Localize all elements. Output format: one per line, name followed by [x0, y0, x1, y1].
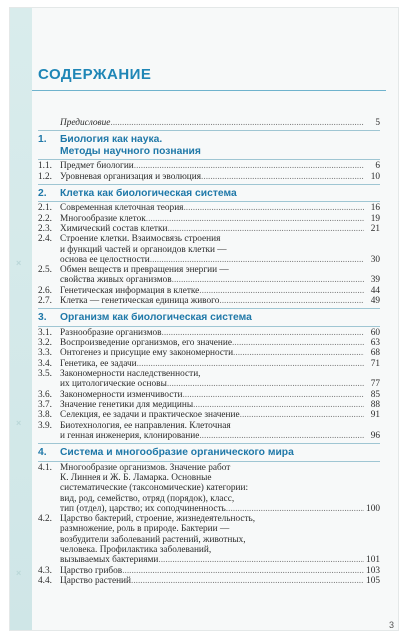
- entry-number: 3.6.: [38, 389, 52, 400]
- section-number: 4.: [38, 447, 47, 459]
- toc-entry: [38, 338, 380, 348]
- toc-entry-line: [38, 234, 380, 244]
- entry-title: [60, 161, 364, 171]
- entry-page: 68: [370, 348, 380, 359]
- entry-number: 2.2.: [38, 213, 52, 224]
- toc-entry: [38, 566, 380, 576]
- entry-number: 3.4.: [38, 358, 52, 369]
- entry-text: Закономерности наследственности,: [60, 369, 201, 380]
- entry-page: 63: [370, 338, 380, 349]
- section-number: 3.: [38, 312, 47, 324]
- toc-entry: [38, 328, 380, 338]
- toc-entry-line: [38, 265, 380, 275]
- entry-number: 3.7.: [38, 399, 52, 410]
- section-separator: [38, 326, 380, 327]
- section-title-line2: Методы научного познания: [60, 145, 201, 157]
- entry-number: 3.9.: [38, 420, 52, 431]
- entry-page: 49: [370, 296, 380, 307]
- stripe-mark: ×: [16, 568, 22, 578]
- entry-number: 1.1.: [38, 161, 52, 172]
- entry-number: 2.4.: [38, 234, 52, 245]
- toc-entry-line: [38, 483, 380, 493]
- entry-text: Химический состав клетки: [60, 223, 168, 234]
- toc-entry: [38, 172, 380, 182]
- toc-entry: [38, 224, 380, 234]
- entry-page: 5: [375, 118, 380, 128]
- toc-entry: [38, 275, 380, 285]
- toc-entry: [38, 296, 380, 306]
- section-title: [38, 312, 380, 324]
- entry-page: 10: [370, 171, 380, 182]
- entry-page: 71: [370, 358, 380, 369]
- entry-page: 77: [370, 379, 380, 390]
- entry-title: [60, 255, 364, 265]
- toc-entry: [38, 255, 380, 265]
- entry-page: 103: [366, 565, 380, 576]
- entry-title: [60, 328, 364, 338]
- entry-text: Уровневая организация и эволюция: [60, 171, 202, 182]
- entry-title: [60, 275, 364, 285]
- entry-text: Строение клетки. Взаимосвязь строения: [60, 234, 221, 245]
- stripe-mark: ×: [16, 258, 22, 268]
- section-title-text: Система и многообразие органического мира: [60, 447, 294, 459]
- toc-entry-line: [38, 514, 380, 524]
- entry-page: 100: [366, 503, 380, 514]
- toc-entry-line: [38, 524, 380, 534]
- entry-text: Воспроизведение организмов, его значение: [60, 338, 232, 349]
- entry-page: 39: [370, 275, 380, 286]
- entry-page: 44: [370, 285, 380, 296]
- toc-entry-line: [38, 463, 380, 473]
- entry-text: Царство растений: [60, 575, 131, 586]
- toc-entry: [38, 504, 380, 514]
- section-number: 2.: [38, 187, 47, 199]
- entry-title: [60, 504, 364, 514]
- entry-page: 85: [370, 389, 380, 400]
- toc-entry-line: [38, 369, 380, 379]
- entry-page: 16: [370, 203, 380, 214]
- entry-text: человека. Профилактика заболеваний,: [60, 545, 212, 555]
- entry-text: Многообразие организмов. Значение работ: [60, 462, 231, 473]
- entry-text: и генная инженерия, клонирование: [60, 430, 200, 441]
- toc-entry: [38, 379, 380, 389]
- entry-text: систематические (таксономические) категории:: [60, 483, 249, 494]
- entry-text: Многообразие клеток: [60, 213, 146, 224]
- entry-title: [60, 359, 364, 369]
- entry-number: 3.5.: [38, 369, 52, 380]
- toc-page: [10, 8, 398, 630]
- entry-page: 91: [370, 410, 380, 421]
- entry-text: Онтогенез и присущие ему закономерности: [60, 348, 234, 359]
- toc-entry-line: [38, 421, 380, 431]
- entry-number: 3.8.: [38, 410, 52, 421]
- section-title-text: Организм как биологическая система: [60, 312, 252, 324]
- entry-text: их цитологические основы: [60, 379, 167, 390]
- page-title: СОДЕРЖАНИЕ: [38, 66, 152, 83]
- toc-entry-line: [38, 535, 380, 545]
- entry-title: [60, 224, 364, 234]
- section-title-text: Клетка как биологическая система: [60, 187, 237, 199]
- toc-entry-preface: [38, 118, 380, 128]
- entry-number: 4.2.: [38, 514, 52, 525]
- entry-text: вид, род, семейство, отряд (порядок), класс,: [60, 493, 235, 504]
- section-title-text: Биология как наука.: [60, 134, 163, 146]
- toc-entry: [38, 161, 380, 171]
- entry-number: 3.1.: [38, 327, 52, 338]
- entry-text: вызываемых бактериями: [60, 555, 159, 566]
- section-title: [38, 188, 380, 200]
- section-separator: [38, 443, 380, 444]
- entry-text: Генетика, ее задачи: [60, 358, 137, 369]
- toc-entry-line: [38, 494, 380, 504]
- entry-text: Современная клеточная теория: [60, 203, 184, 214]
- margin-stripe: [10, 8, 32, 630]
- entry-title: [60, 390, 364, 400]
- section-title: [38, 134, 380, 146]
- entry-text: Разнообразие организмов: [60, 327, 162, 338]
- entry-text: возбудители заболеваний растений, животных,: [60, 534, 246, 545]
- toc-entry: [38, 390, 380, 400]
- entry-page: 96: [370, 430, 380, 441]
- toc-entry: [38, 431, 380, 441]
- toc-entry-line: [38, 473, 380, 483]
- toc-entry: [38, 410, 380, 420]
- entry-text: Селекция, ее задачи и практическое значение: [60, 410, 240, 421]
- entry-title: [60, 338, 364, 348]
- toc-entry: [38, 400, 380, 410]
- entry-number: 2.3.: [38, 223, 52, 234]
- entry-text: Закономерности изменчивости: [60, 389, 183, 400]
- entry-page: 60: [370, 327, 380, 338]
- entry-number: 4.1.: [38, 462, 52, 473]
- entry-page: 6: [375, 161, 380, 172]
- entry-title: [60, 286, 364, 296]
- toc-entry: [38, 576, 380, 586]
- toc-entry: [38, 348, 380, 358]
- entry-title: [60, 296, 364, 306]
- entry-page: 30: [370, 254, 380, 265]
- toc-entry: [38, 359, 380, 369]
- entry-text: размножение, роль в природе. Бактерии —: [60, 524, 230, 535]
- page-number: 3: [388, 620, 394, 630]
- entry-text: Обмен веществ и превращения энергии —: [60, 265, 229, 276]
- toc-list: [38, 118, 380, 586]
- toc-entry: [38, 286, 380, 296]
- entry-number: 3.2.: [38, 338, 52, 349]
- entry-text: Биотехнология, ее направления. Клеточная: [60, 420, 231, 431]
- entry-title: [60, 410, 364, 420]
- section-separator: [38, 130, 380, 131]
- stripe-mark: ×: [16, 418, 22, 428]
- entry-number: 2.7.: [38, 296, 52, 307]
- entry-text: основа ее целостности: [60, 254, 150, 265]
- entry-title: [60, 400, 364, 410]
- entry-number: 2.5.: [38, 265, 52, 276]
- entry-title: [60, 576, 364, 586]
- entry-number: 4.3.: [38, 565, 52, 576]
- entry-page: 19: [370, 213, 380, 224]
- entry-text: Генетическая информация в клетке: [60, 285, 200, 296]
- entry-text: свойства живых организмов: [60, 275, 172, 286]
- section-separator: [38, 308, 380, 309]
- entry-title: [60, 203, 364, 213]
- entry-page: 105: [366, 575, 380, 586]
- entry-number: 2.1.: [38, 203, 52, 214]
- entry-title: [60, 566, 364, 576]
- entry-number: 4.4.: [38, 575, 52, 586]
- entry-title: [60, 555, 364, 565]
- entry-title: [60, 118, 364, 128]
- section-title: [38, 447, 380, 459]
- entry-text: Предмет биологии: [60, 161, 134, 172]
- toc-entry: [38, 214, 380, 224]
- entry-title: [60, 379, 364, 389]
- title-rule: [32, 90, 386, 91]
- toc-entry-line: [38, 545, 380, 555]
- section-separator: [38, 461, 380, 462]
- toc-entry: [38, 555, 380, 565]
- entry-title: [60, 214, 364, 224]
- section-separator: [38, 159, 380, 160]
- entry-number: 1.2.: [38, 171, 52, 182]
- entry-text: Царство бактерий, строение, жизнедеятельность,: [60, 514, 256, 525]
- entry-title: [60, 172, 364, 182]
- entry-text: тип (отдел), царство; их соподчиненность: [60, 503, 226, 514]
- entry-text: Значение генетики для медицины: [60, 399, 194, 410]
- section-separator: [38, 201, 380, 202]
- entry-title: [60, 348, 364, 358]
- entry-text: и функций частей и органоидов клетки —: [60, 244, 227, 255]
- entry-title: [60, 431, 364, 441]
- entry-page: 101: [366, 555, 380, 566]
- entry-text: К. Линнея и Ж. Б. Ламарка. Основные: [60, 472, 212, 483]
- entry-text: Предисловие: [60, 118, 111, 128]
- entry-text: Царство грибов: [60, 565, 123, 576]
- section-number: 1.: [38, 134, 47, 146]
- toc-entry-line: [38, 245, 380, 255]
- entry-number: 3.3.: [38, 348, 52, 359]
- entry-page: 88: [370, 399, 380, 410]
- entry-text: Клетка — генетическая единица живого: [60, 296, 220, 307]
- section-separator: [38, 184, 380, 185]
- toc-entry: [38, 203, 380, 213]
- entry-number: 2.6.: [38, 285, 52, 296]
- entry-page: 21: [370, 223, 380, 234]
